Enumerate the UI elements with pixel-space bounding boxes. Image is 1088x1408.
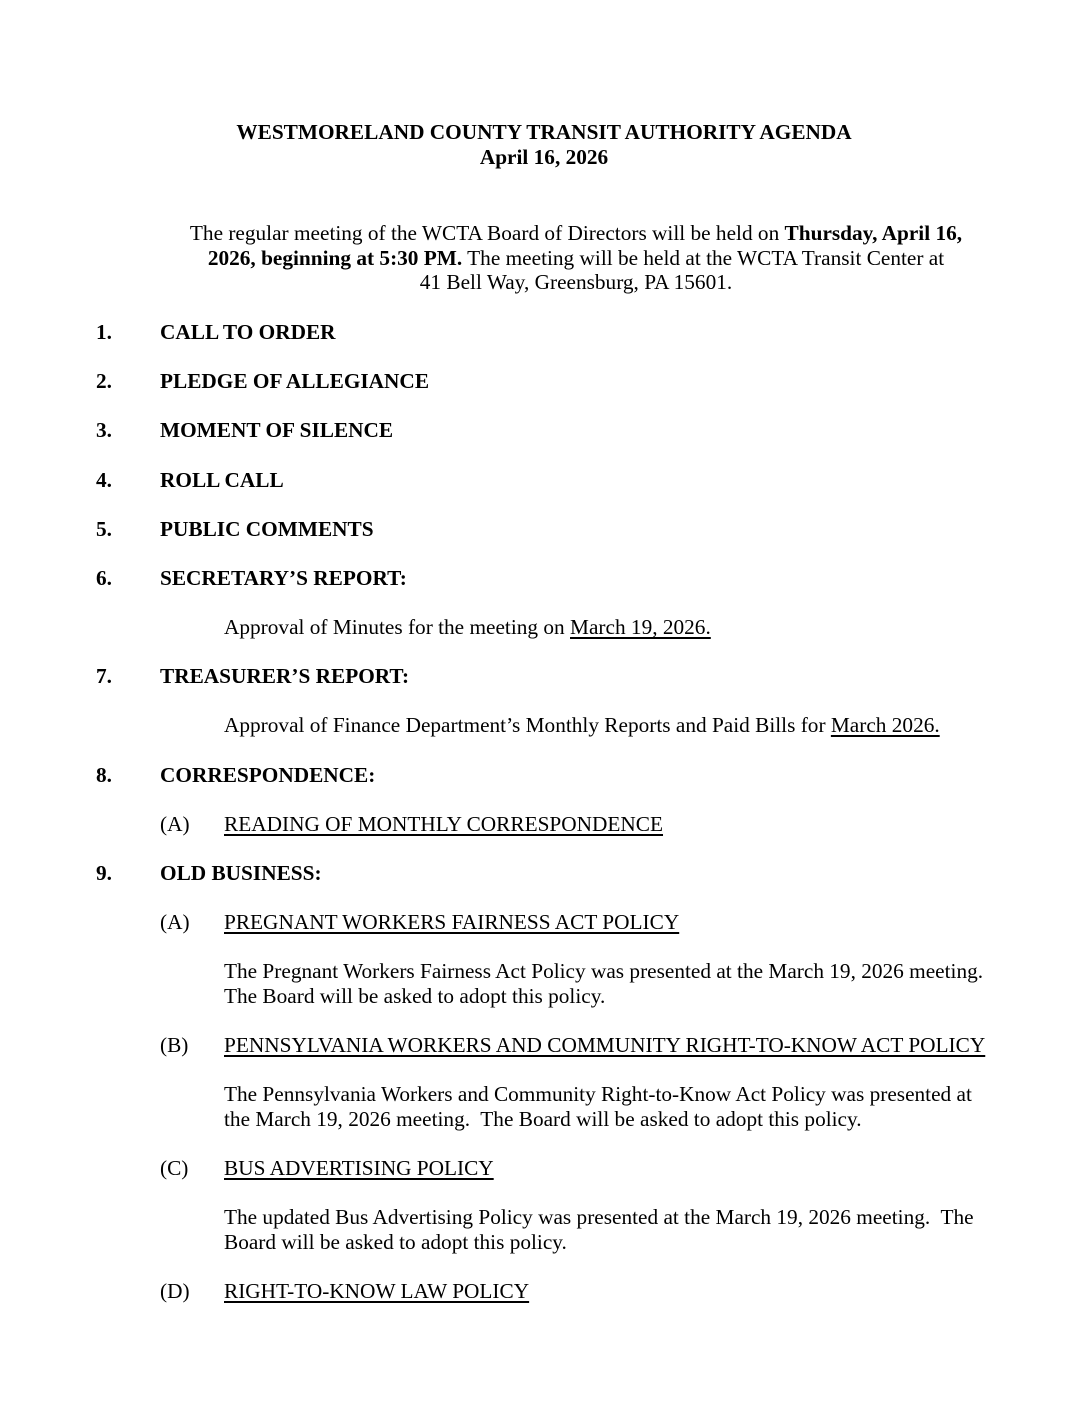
sub-item-correspondence-a — [0, 812, 1088, 837]
item-title: SECRETARY’S REPORT: — [160, 565, 407, 590]
sub-item-old-business-c — [0, 1156, 1088, 1181]
sub-item-old-business-a-body: The Pregnant Workers Fairness Act Policy was presented at the March 19, 2026 meeting. The Board will be asked to adopt this policy. — [224, 959, 994, 1008]
item-number: 4. — [96, 467, 112, 492]
intro-line1-regular-text: The regular meeting of the WCTA Board of Directors will be held on — [189, 221, 785, 246]
item-title: MOMENT OF SILENCE — [160, 418, 394, 443]
secretarys-report-body — [0, 615, 1088, 640]
item-number: 3. — [96, 418, 112, 443]
item-number: 7. — [96, 664, 112, 689]
item-title: CALL TO ORDER — [160, 319, 336, 344]
agenda-item-correspondence — [0, 763, 1088, 788]
intro-paragraph — [160, 221, 992, 295]
agenda-item-treasurers-report — [0, 664, 1088, 689]
item-title: TREASURER’S REPORT: — [160, 664, 410, 689]
agenda-item-secretarys-report — [0, 566, 1088, 591]
sub-item-label: (A) — [160, 811, 190, 836]
item-number: 2. — [96, 369, 112, 394]
sub-item-title: READING OF MONTHLY CORRESPONDENCE — [224, 811, 664, 836]
item-title: CORRESPONDENCE: — [160, 762, 376, 787]
item-number: 8. — [96, 762, 112, 787]
document-header — [0, 120, 1088, 169]
body-underlined-date: March 19, 2026. — [570, 615, 711, 640]
sub-item-old-business-a — [0, 910, 1088, 935]
item-title: PUBLIC COMMENTS — [160, 516, 374, 541]
intro-line2-regular-text: The meeting will be held at the WCTA Transit Center at — [462, 245, 945, 270]
sub-item-label: (B) — [160, 1033, 189, 1058]
body-text: Approval of Finance Department’s Monthly Reports and Paid Bills for — [224, 713, 831, 738]
item-title: ROLL CALL — [160, 467, 284, 492]
sub-item-label: (D) — [160, 1279, 190, 1304]
agenda-item-roll-call — [0, 468, 1088, 493]
document-title: WESTMORELAND COUNTY TRANSIT AUTHORITY AGENDA — [236, 120, 852, 144]
document-date: April 16, 2026 — [479, 144, 609, 169]
item-number: 5. — [96, 516, 112, 541]
sub-item-title: PREGNANT WORKERS FAIRNESS ACT POLICY — [224, 910, 680, 935]
treasurers-report-body — [0, 713, 1088, 738]
sub-item-old-business-b — [0, 1033, 1088, 1058]
intro-line-3: 41 Bell Way, Greensburg, PA 15601. — [419, 270, 733, 295]
sub-item-old-business-c-body: The updated Bus Advertising Policy was presented at the March 19, 2026 meeting. The Board will be asked to adopt this policy. — [224, 1205, 979, 1254]
item-title: PLEDGE OF ALLEGIANCE — [160, 369, 430, 394]
sub-item-old-business-d — [0, 1279, 1088, 1304]
agenda-item-call-to-order — [0, 320, 1088, 345]
sub-item-title: PENNSYLVANIA WORKERS AND COMMUNITY RIGHT-TO-KNOW ACT POLICY — [224, 1033, 986, 1058]
item-number: 6. — [96, 565, 112, 590]
item-title: OLD BUSINESS: — [160, 861, 322, 886]
agenda-list — [0, 320, 1088, 1304]
sub-item-title: RIGHT-TO-KNOW LAW POLICY — [224, 1279, 530, 1304]
sub-item-title: BUS ADVERTISING POLICY — [224, 1156, 494, 1181]
sub-item-old-business-b-body: The Pennsylvania Workers and Community Right-to-Know Act Policy was presented at the March 19, 2026 meeting. The Board will be asked to adopt this policy. — [224, 1082, 978, 1131]
agenda-item-old-business — [0, 861, 1088, 886]
sub-item-label: (C) — [160, 1156, 189, 1181]
intro-line2-bold-text: 2026, beginning at 5:30 PM. — [207, 245, 463, 270]
agenda-item-pledge-of-allegiance — [0, 369, 1088, 394]
item-number: 9. — [96, 861, 112, 886]
item-number: 1. — [96, 319, 112, 344]
body-text: Approval of Minutes for the meeting on — [224, 615, 571, 640]
sub-item-label: (A) — [160, 910, 190, 935]
intro-line1-bold-text: Thursday, April 16, — [784, 221, 963, 246]
intro-line-2 — [160, 246, 992, 271]
agenda-item-public-comments — [0, 517, 1088, 542]
agenda-item-moment-of-silence — [0, 418, 1088, 443]
intro-line-1 — [160, 221, 992, 246]
body-underlined-date: March 2026. — [830, 713, 940, 738]
